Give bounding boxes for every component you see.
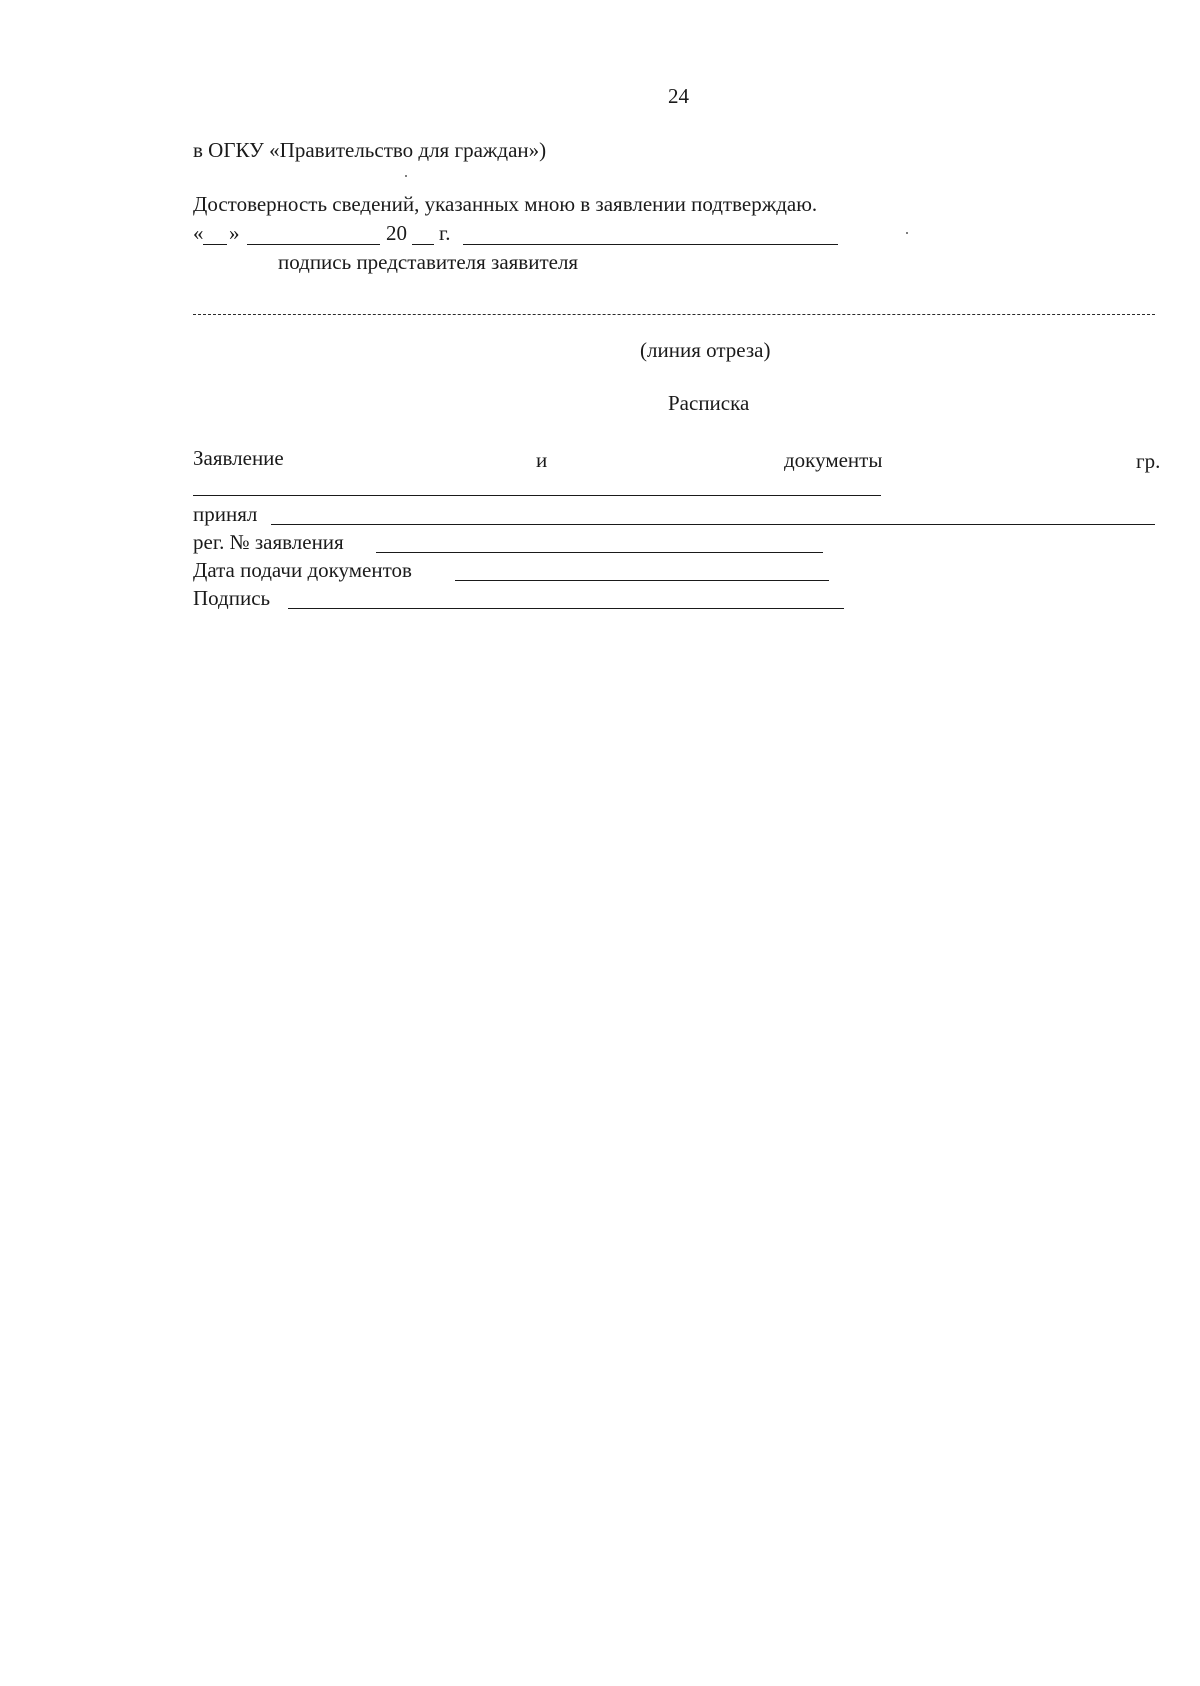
accepted-blank (271, 524, 1155, 525)
speck (906, 232, 908, 234)
cut-line-label: (линия отреза) (640, 338, 771, 362)
cut-line (193, 314, 1155, 315)
day-blank (203, 244, 227, 245)
confirmation-statement: Достоверность сведений, указанных мною в заявлении подтверждаю. (193, 192, 818, 216)
receipt-signature-blank (288, 608, 844, 609)
receipt-word-documents: документы (784, 448, 883, 472)
reg-number-blank (376, 552, 823, 553)
speck (405, 175, 407, 177)
receipt-word-citizen: гр. (1136, 449, 1161, 473)
accepted-label: принял (193, 502, 258, 526)
receipt-title: Расписка (668, 391, 750, 415)
reg-number-label: рег. № заявления (193, 530, 344, 554)
receipt-word-application: Заявление (193, 446, 284, 470)
signature-label: Подпись (193, 586, 271, 610)
year-prefix: 20 (386, 221, 407, 245)
citizen-name-blank (193, 495, 881, 496)
continuation-line: в ОГКУ «Правительство для граждан») (193, 138, 547, 162)
submission-date-label: Дата подачи документов (193, 558, 412, 582)
month-blank (247, 244, 380, 245)
receipt-word-and: и (536, 448, 548, 472)
year-blank (412, 244, 434, 245)
signature-caption: подпись представителя заявителя (278, 250, 579, 274)
date-close-quote: » (229, 221, 240, 245)
year-suffix: г. (439, 221, 451, 245)
submission-date-blank (455, 580, 829, 581)
signature-blank (463, 244, 838, 245)
page-number: 24 (668, 84, 689, 108)
date-open-quote: « (193, 221, 204, 245)
